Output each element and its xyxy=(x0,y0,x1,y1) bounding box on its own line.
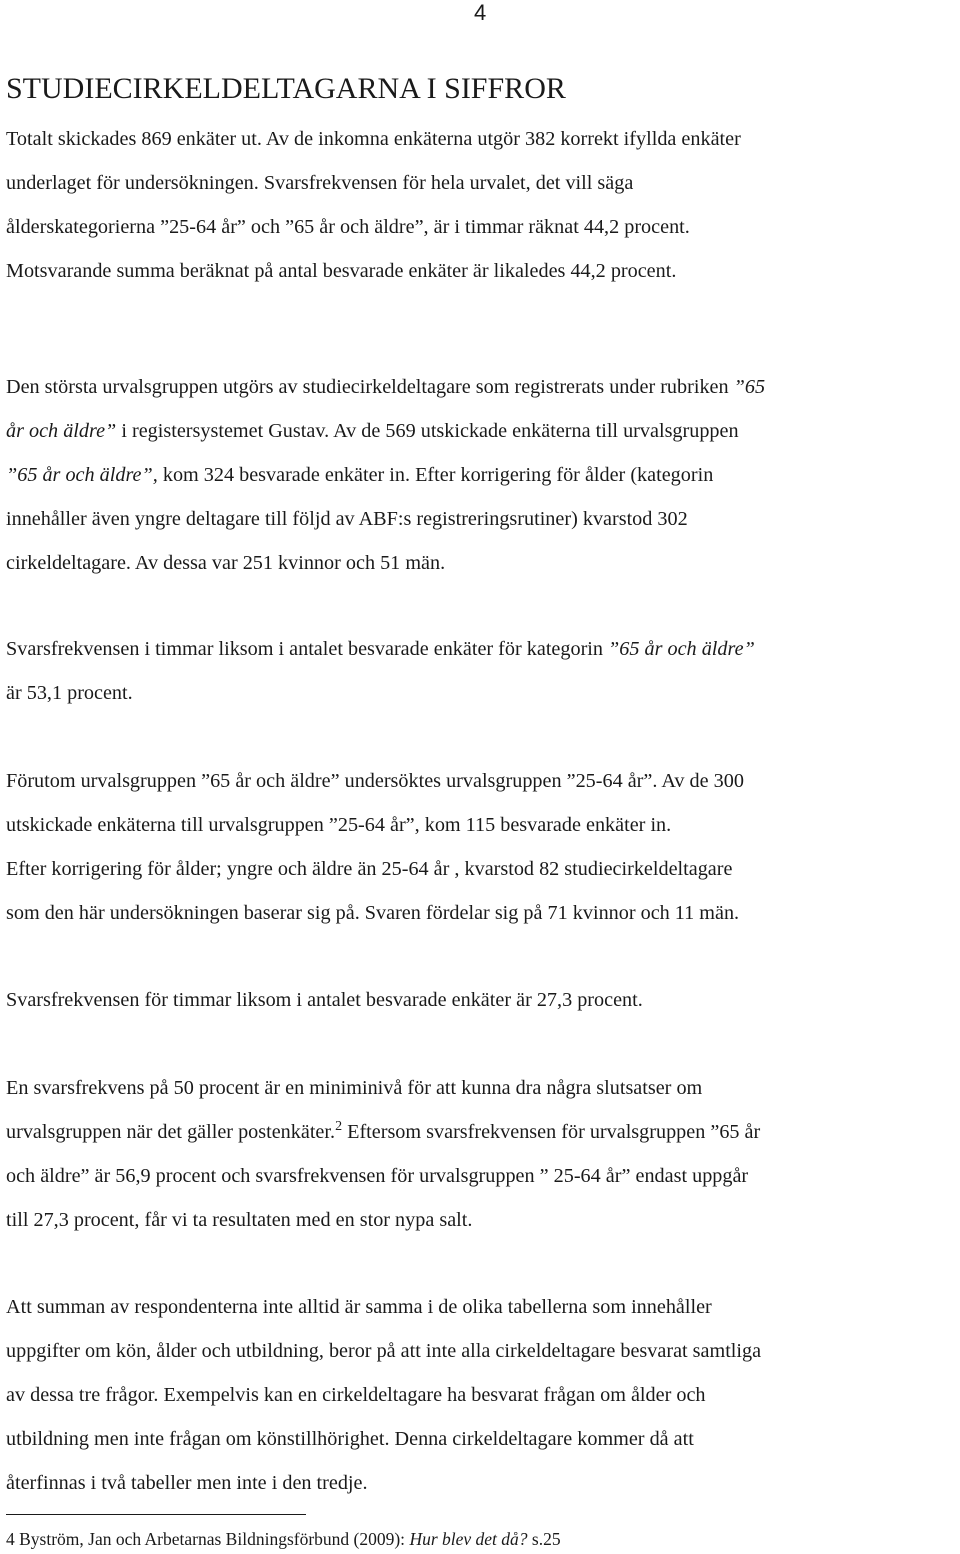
italic-text: ”65 år och äldre”, xyxy=(6,464,158,486)
paragraph-3 xyxy=(6,627,960,715)
text-span: Svarsfrekvensen i timmar liksom i antalet besvarade enkäter för kategorin xyxy=(6,638,609,660)
text-line xyxy=(6,409,960,453)
page-number: 4 xyxy=(474,0,487,25)
text-line: uppgifter om kön, ålder och utbildning, beror på att inte alla cirkeldeltagare besvarat samtliga xyxy=(6,1340,762,1362)
paragraph-1 xyxy=(6,117,960,293)
text-line xyxy=(6,365,960,409)
text-line: Efter korrigering för ålder; yngre och äldre än 25-64 år , kvarstod 82 studiecirkeldeltagare xyxy=(6,858,733,880)
text-line: innehåller även yngre deltagare till följd av ABF:s registreringsrutiner) kvarstod 302 xyxy=(6,508,688,530)
text-line: är 53,1 procent. xyxy=(6,682,133,704)
text-line: Totalt skickades 869 enkäter ut. Av de inkomna enkäterna utgör 382 korrekt ifyllda enkäter xyxy=(6,128,741,150)
footnote-text: 4 Byström, Jan och Arbetarnas Bildningsförbund (2009): xyxy=(6,1529,410,1549)
italic-text: ”65 xyxy=(733,376,766,398)
paragraph-4 xyxy=(6,759,960,935)
paragraph-5 xyxy=(6,978,960,1022)
text-line: som den här undersökningen baserar sig på. Svaren fördelar sig på 71 kvinnor och 11 män. xyxy=(6,902,740,924)
footnote xyxy=(6,1527,561,1551)
text-line: av dessa tre frågor. Exempelvis kan en cirkeldeltagare ha besvarat frågan om ålder och xyxy=(6,1384,706,1406)
text-line: ålderskategorierna ”25-64 år” och ”65 år och äldre”, är i timmar räknat 44,2 procent. xyxy=(6,216,690,238)
text-span: Eftersom svarsfrekvensen för urvalsgruppen ”65 år xyxy=(342,1121,761,1143)
text-span: kom 324 besvarade enkäter in. Efter korrigering för ålder (kategorin xyxy=(157,464,714,486)
text-span: i registersystemet Gustav. Av de 569 utskickade enkäterna till urvalsgruppen xyxy=(116,420,739,442)
italic-text: ”65 år och äldre” xyxy=(608,638,755,660)
text-line: En svarsfrekvens på 50 procent är en miniminivå för att kunna dra några slutsatser om xyxy=(6,1077,703,1099)
footnote-divider xyxy=(6,1514,306,1515)
italic-text: år och äldre” xyxy=(6,420,117,442)
text-line xyxy=(6,627,960,671)
page-heading: STUDIECIRKELDELTAGARNA I SIFFROR xyxy=(6,72,566,105)
text-line: underlaget för undersökningen. Svarsfrekvensen för hela urvalet, det vill säga xyxy=(6,172,634,194)
paragraph-2 xyxy=(6,365,960,585)
text-line: Att summan av respondenterna inte alltid är samma i de olika tabellerna som innehåller xyxy=(6,1296,712,1318)
text-span: urvalsgruppen när det gäller postenkäter. xyxy=(6,1121,336,1143)
text-line: Förutom urvalsgruppen ”65 år och äldre” undersöktes urvalsgruppen ”25-64 år”. Av de 300 xyxy=(6,770,744,792)
footnote-page: s.25 xyxy=(527,1529,561,1549)
paragraph-7 xyxy=(6,1285,960,1505)
text-span: Den största urvalsgruppen utgörs av studiecirkeldeltagare som registrerats under rubriken xyxy=(6,376,734,398)
paragraph-6 xyxy=(6,1066,960,1242)
text-line xyxy=(6,453,960,497)
footnote-reference: 2 xyxy=(335,1119,343,1134)
text-line: till 27,3 procent, får vi ta resultaten med en stor nypa salt. xyxy=(6,1209,473,1231)
text-line: Svarsfrekvensen för timmar liksom i antalet besvarade enkäter är 27,3 procent. xyxy=(6,989,643,1011)
text-line: återfinnas i två tabeller men inte i den tredje. xyxy=(6,1472,368,1494)
text-line: Motsvarande summa beräknat på antal besvarade enkäter är likaledes 44,2 procent. xyxy=(6,260,677,282)
text-line: cirkeldeltagare. Av dessa var 251 kvinnor och 51 män. xyxy=(6,552,446,574)
text-line xyxy=(6,1110,960,1154)
text-line: och äldre” är 56,9 procent och svarsfrekvensen för urvalsgruppen ” 25-64 år” endast uppgår xyxy=(6,1165,749,1187)
footnote-title: Hur blev det då? xyxy=(409,1529,528,1549)
text-line: utskickade enkäterna till urvalsgruppen ”25-64 år”, kom 115 besvarade enkäter in. xyxy=(6,814,672,836)
text-line: utbildning men inte frågan om könstillhörighet. Denna cirkeldeltagare kommer då att xyxy=(6,1428,694,1450)
